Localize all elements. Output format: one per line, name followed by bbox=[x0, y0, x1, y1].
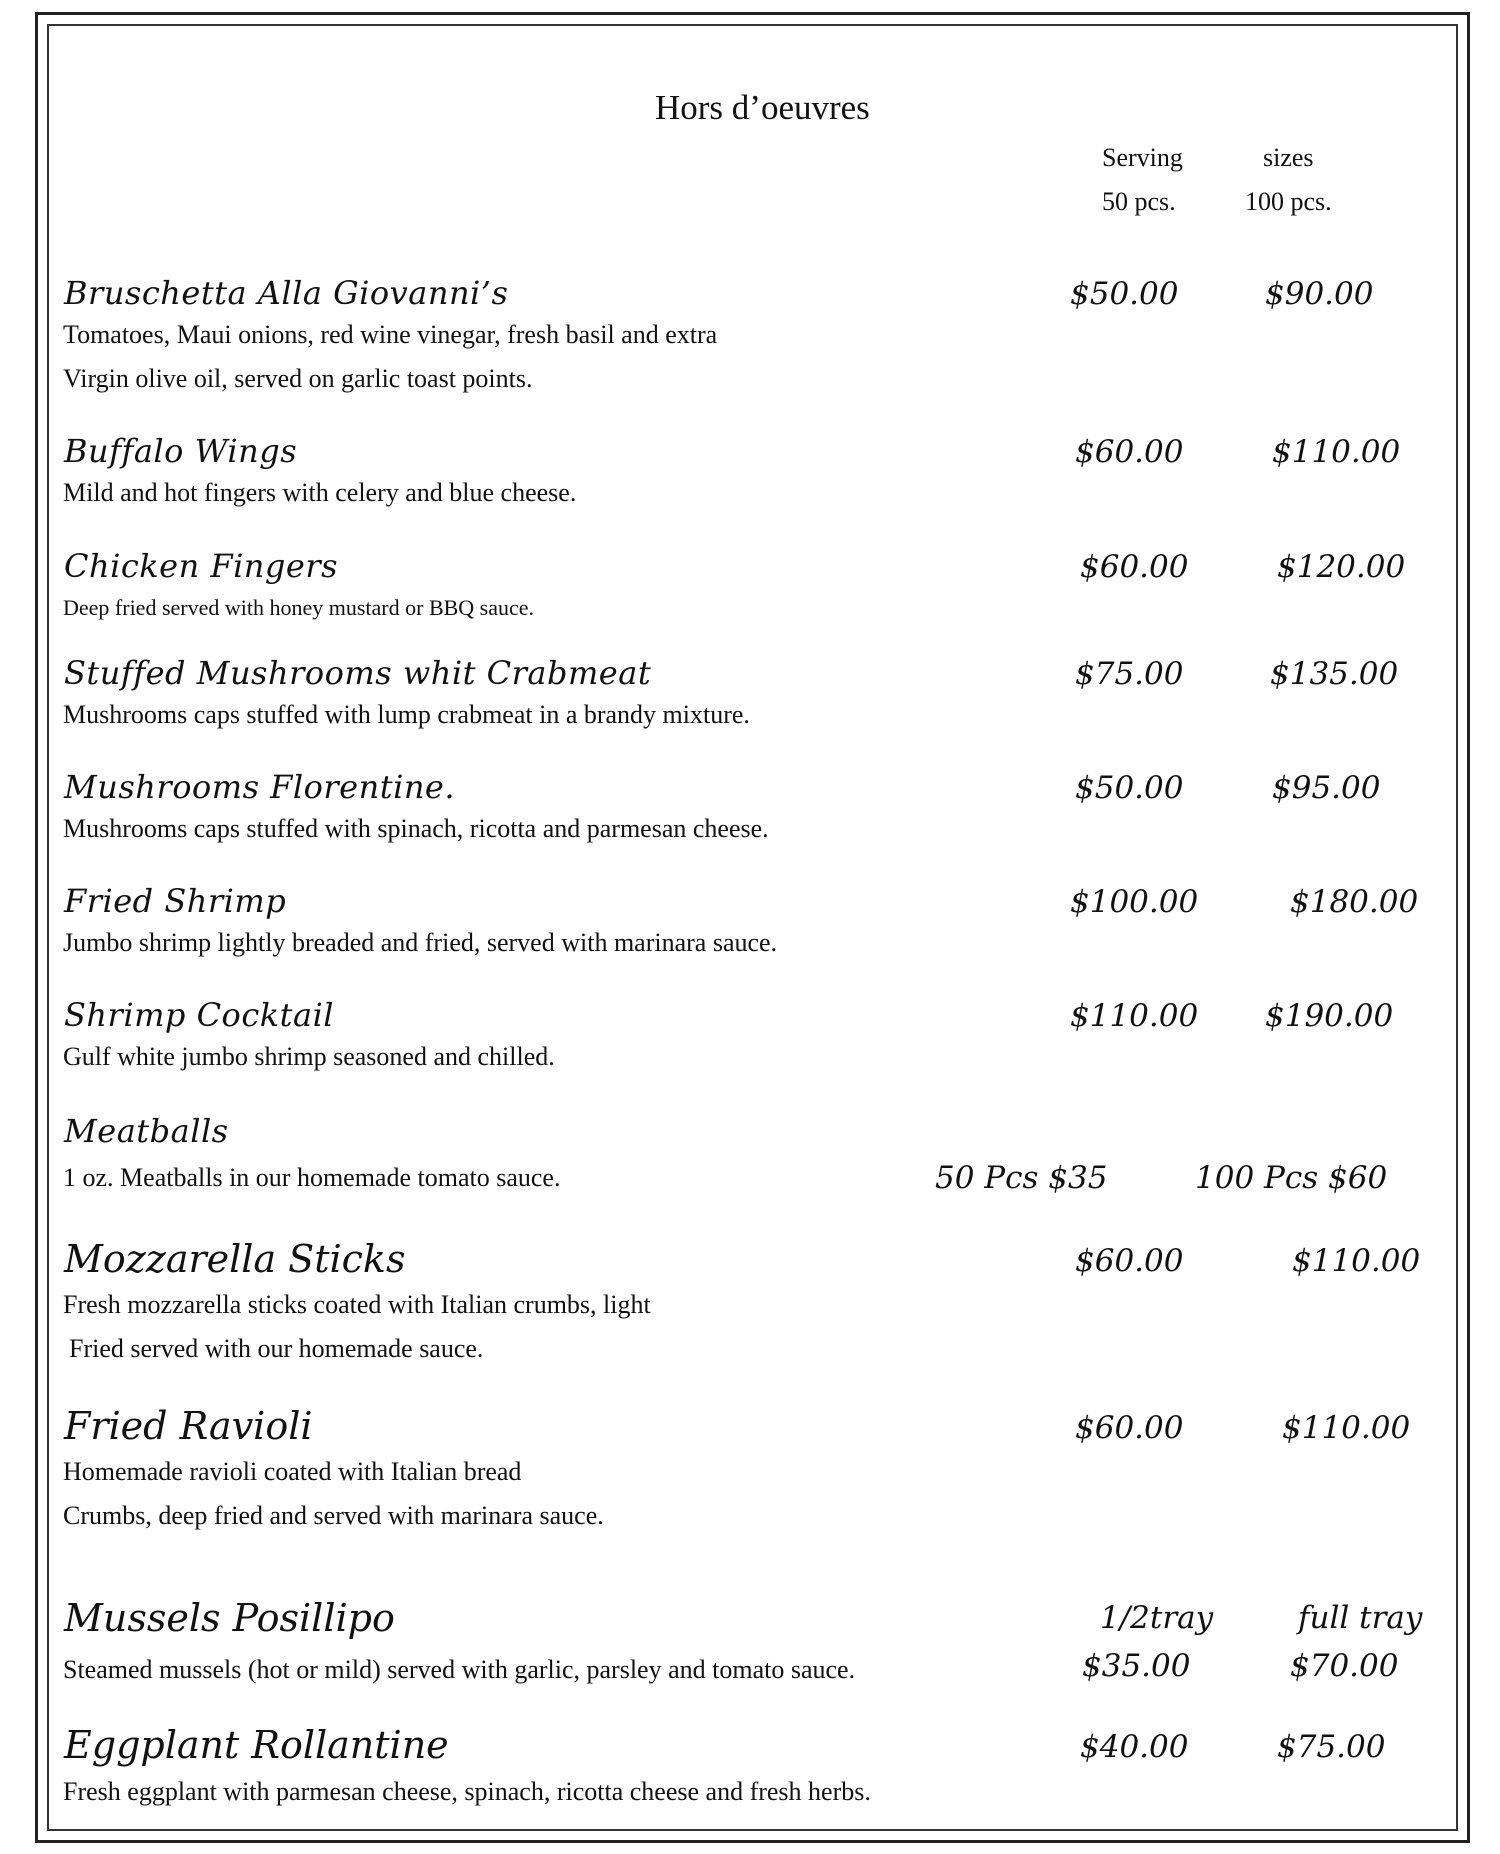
size-100-header: 100 pcs. bbox=[1245, 187, 1332, 216]
item-price-large: $190.00 bbox=[1265, 998, 1394, 1034]
item-price-small: $50.00 bbox=[1075, 770, 1184, 806]
item-description: Fried served with our homemade sauce. bbox=[69, 1334, 484, 1363]
item-name: Fried Shrimp bbox=[64, 882, 287, 920]
item-description: Mushrooms caps stuffed with lump crabmeat in a brandy mixture. bbox=[63, 700, 750, 729]
item-price-small: $75.00 bbox=[1075, 656, 1184, 692]
item-price-small: $35.00 bbox=[1082, 1648, 1191, 1684]
item-price-small: $60.00 bbox=[1080, 549, 1189, 585]
item-description: Crumbs, deep fried and served with marinara sauce. bbox=[63, 1501, 604, 1530]
item-price-large: $95.00 bbox=[1272, 770, 1381, 806]
item-price-large: $110.00 bbox=[1292, 1243, 1421, 1279]
tray-header-full: full tray bbox=[1298, 1600, 1423, 1636]
item-name: Fried Ravioli bbox=[64, 1404, 313, 1448]
item-name: Meatballs bbox=[64, 1112, 229, 1150]
tray-header-half: 1/2tray bbox=[1100, 1600, 1214, 1636]
sizes-header: sizes bbox=[1263, 143, 1314, 172]
item-description: Virgin olive oil, served on garlic toast points. bbox=[63, 364, 533, 393]
item-price-large: $110.00 bbox=[1282, 1410, 1411, 1446]
item-description: Fresh eggplant with parmesan cheese, spinach, ricotta cheese and fresh herbs. bbox=[63, 1777, 871, 1806]
item-price-large: $75.00 bbox=[1277, 1729, 1386, 1765]
item-price-small: $60.00 bbox=[1075, 1243, 1184, 1279]
item-name: Bruschetta Alla Giovanni’s bbox=[64, 274, 509, 312]
item-price-small: $40.00 bbox=[1080, 1729, 1189, 1765]
item-name: Eggplant Rollantine bbox=[64, 1723, 449, 1767]
item-description: Mild and hot fingers with celery and blue cheese. bbox=[63, 478, 577, 507]
item-name: Mussels Posillipo bbox=[64, 1596, 395, 1640]
item-price-small: $110.00 bbox=[1070, 998, 1199, 1034]
item-price-small: $100.00 bbox=[1070, 884, 1199, 920]
item-description: Gulf white jumbo shrimp seasoned and chilled. bbox=[63, 1042, 555, 1071]
item-price-small: $60.00 bbox=[1075, 434, 1184, 470]
section-title: Hors d’oeuvres bbox=[655, 88, 870, 127]
item-description: 1 oz. Meatballs in our homemade tomato sauce. bbox=[63, 1163, 561, 1192]
item-price-large: $135.00 bbox=[1270, 656, 1399, 692]
item-price-small: $50.00 bbox=[1070, 276, 1179, 312]
item-price-large: $180.00 bbox=[1290, 884, 1419, 920]
item-name: Mozzarella Sticks bbox=[64, 1237, 406, 1281]
item-price-large: $120.00 bbox=[1277, 549, 1406, 585]
item-price-large: $70.00 bbox=[1290, 1648, 1399, 1684]
item-price-large: $90.00 bbox=[1265, 276, 1374, 312]
item-name: Buffalo Wings bbox=[64, 432, 298, 470]
item-description: Steamed mussels (hot or mild) served with garlic, parsley and tomato sauce. bbox=[63, 1655, 856, 1684]
item-price-small: 50 Pcs $35 bbox=[935, 1160, 1108, 1196]
item-description: Tomatoes, Maui onions, red wine vinegar, fresh basil and extra bbox=[63, 320, 718, 349]
item-description: Mushrooms caps stuffed with spinach, ricotta and parmesan cheese. bbox=[63, 814, 769, 843]
item-description: Fresh mozzarella sticks coated with Italian crumbs, light bbox=[63, 1290, 651, 1319]
item-price-large: 100 Pcs $60 bbox=[1195, 1160, 1388, 1196]
serving-header: Serving bbox=[1102, 143, 1183, 172]
item-price-large: $110.00 bbox=[1272, 434, 1401, 470]
item-name: Mushrooms Florentine. bbox=[64, 768, 456, 806]
item-description: Jumbo shrimp lightly breaded and fried, served with marinara sauce. bbox=[63, 928, 778, 957]
size-50-header: 50 pcs. bbox=[1102, 187, 1176, 216]
item-price-small: $60.00 bbox=[1075, 1410, 1184, 1446]
item-description: Homemade ravioli coated with Italian bread bbox=[63, 1457, 522, 1486]
item-name: Chicken Fingers bbox=[64, 547, 339, 585]
item-name: Shrimp Cocktail bbox=[64, 996, 335, 1034]
item-name: Stuffed Mushrooms whit Crabmeat bbox=[64, 654, 652, 692]
item-description: Deep fried served with honey mustard or BBQ sauce. bbox=[63, 595, 535, 620]
